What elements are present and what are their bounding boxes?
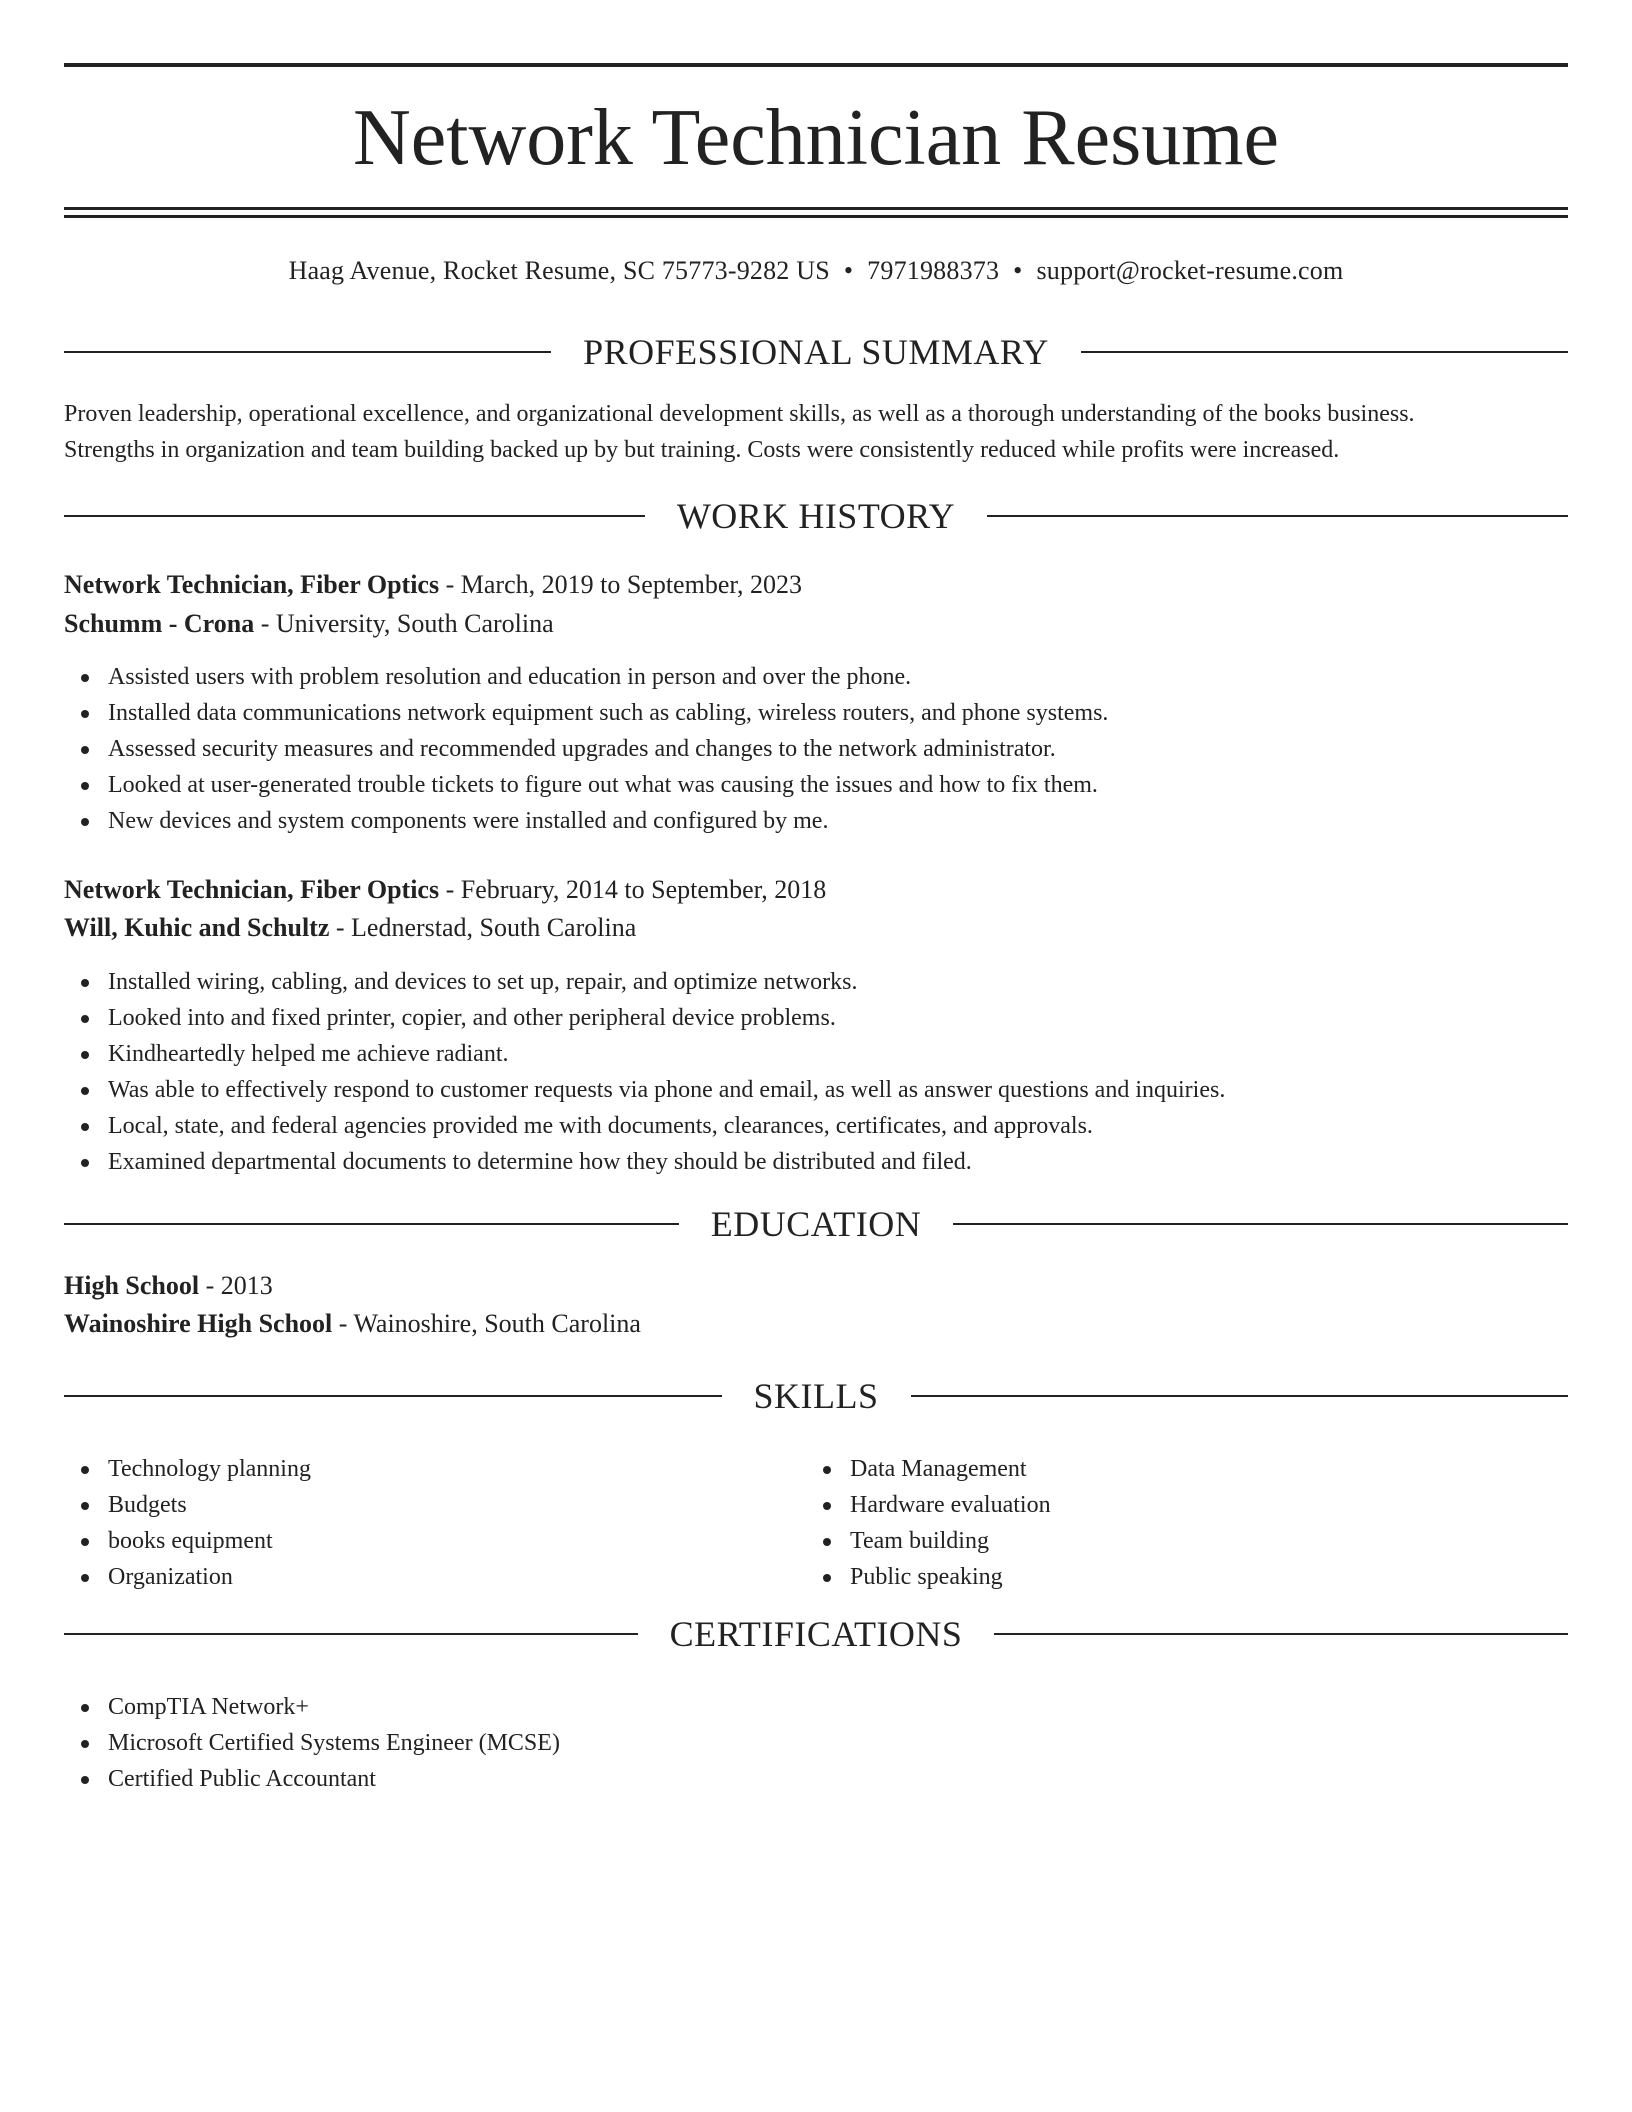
- list-item: Installed data communications network equipment such as cabling, wireless routers, and phone systems.: [64, 695, 1108, 731]
- job-location: - Lednerstad, South Carolina: [329, 913, 637, 942]
- page-title: Network Technician Resume: [353, 94, 1279, 182]
- education-year: - 2013: [199, 1271, 273, 1300]
- education-school-line: [64, 1306, 1568, 1342]
- section-heading-work-history: [64, 494, 1568, 538]
- job-bullet-list: [64, 964, 1225, 1180]
- section-rule: [911, 1395, 1569, 1397]
- job-bullet-list: [64, 659, 1108, 839]
- job-company-line: [64, 606, 1568, 642]
- list-item: Organization: [64, 1559, 311, 1595]
- section-rule: [994, 1633, 1568, 1635]
- section-rule: [64, 1395, 722, 1397]
- list-item: Local, state, and federal agencies provided me with documents, clearances, certificates, and approvals.: [64, 1108, 1225, 1144]
- job-dates: - March, 2019 to September, 2023: [439, 570, 802, 599]
- summary-line: Proven leadership, operational excellence, and organizational development skills, as well as a thorough understanding of the books business.: [64, 401, 1415, 427]
- list-item: Was able to effectively respond to customer requests via phone and email, as well as answer questions and inquiries.: [64, 1072, 1225, 1108]
- job-company: Will, Kuhic and Schultz: [64, 913, 330, 942]
- contact-phone: 7971988373: [867, 256, 1000, 285]
- list-item: Budgets: [64, 1487, 311, 1523]
- contact-address: Haag Avenue, Rocket Resume, SC 75773-9282 US: [288, 256, 830, 285]
- title-rule-lower: [64, 215, 1568, 218]
- top-rule: [64, 63, 1568, 67]
- section-rule: [64, 1633, 638, 1635]
- job-title-line: [64, 567, 1568, 603]
- contact-line: [64, 254, 1568, 288]
- job-role: Network Technician, Fiber Optics: [64, 570, 440, 599]
- job-title-line: [64, 872, 1568, 908]
- list-item: Data Management: [806, 1451, 1051, 1487]
- list-item: Team building: [806, 1523, 1051, 1559]
- section-rule: [64, 515, 645, 517]
- list-item: Technology planning: [64, 1451, 311, 1487]
- list-item: Examined departmental documents to determine how they should be distributed and filed.: [64, 1144, 1225, 1180]
- certifications-list: [64, 1689, 560, 1797]
- skills-list-right: [806, 1451, 1051, 1595]
- education-school: Wainoshire High School: [64, 1309, 333, 1338]
- section-rule: [64, 1223, 679, 1225]
- title-rule-upper: [64, 207, 1568, 210]
- section-heading-certifications: [64, 1612, 1568, 1656]
- list-item: New devices and system components were installed and configured by me.: [64, 803, 1108, 839]
- section-title: PROFESSIONAL SUMMARY: [583, 332, 1049, 372]
- summary-paragraph: [64, 396, 1568, 468]
- job-company-line: [64, 910, 1568, 946]
- list-item: Assisted users with problem resolution and education in person and over the phone.: [64, 659, 1108, 695]
- section-title: EDUCATION: [710, 1204, 922, 1244]
- section-title: CERTIFICATIONS: [669, 1614, 963, 1654]
- list-item: Installed wiring, cabling, and devices to set up, repair, and optimize networks.: [64, 964, 1225, 1000]
- section-title: SKILLS: [753, 1376, 879, 1416]
- job-location: - University, South Carolina: [254, 609, 554, 638]
- list-item: Microsoft Certified Systems Engineer (MCSE): [64, 1725, 560, 1761]
- section-rule: [953, 1223, 1568, 1225]
- contact-email: support@rocket-resume.com: [1036, 256, 1344, 285]
- section-title: WORK HISTORY: [676, 496, 956, 536]
- bullet-separator: •: [843, 256, 854, 285]
- bullet-separator: •: [1013, 256, 1023, 285]
- section-rule: [64, 351, 551, 353]
- section-rule: [1081, 351, 1568, 353]
- section-rule: [987, 515, 1568, 517]
- list-item: Looked into and fixed printer, copier, and other peripheral device problems.: [64, 1000, 1225, 1036]
- job-dates: - February, 2014 to September, 2018: [439, 875, 827, 904]
- job-company: Schumm - Crona: [64, 609, 255, 638]
- list-item: books equipment: [64, 1523, 311, 1559]
- list-item: Assessed security measures and recommended upgrades and changes to the network administrator.: [64, 731, 1108, 767]
- summary-line: Strengths in organization and team building backed up by but training. Costs were consistently reduced while profits were increased.: [64, 437, 1340, 463]
- list-item: Kindheartedly helped me achieve radiant.: [64, 1036, 1225, 1072]
- skills-list-left: [64, 1451, 311, 1595]
- education-degree-line: [64, 1268, 1568, 1304]
- job-role: Network Technician, Fiber Optics: [64, 875, 440, 904]
- education-location: - Wainoshire, South Carolina: [332, 1309, 641, 1338]
- list-item: Public speaking: [806, 1559, 1051, 1595]
- section-heading-skills: [64, 1374, 1568, 1418]
- list-item: Certified Public Accountant: [64, 1761, 560, 1797]
- list-item: CompTIA Network+: [64, 1689, 560, 1725]
- section-heading-education: [64, 1202, 1568, 1246]
- section-heading-summary: [64, 330, 1568, 374]
- list-item: Hardware evaluation: [806, 1487, 1051, 1523]
- education-degree: High School: [64, 1271, 200, 1300]
- list-item: Looked at user-generated trouble tickets to figure out what was causing the issues and how to fix them.: [64, 767, 1108, 803]
